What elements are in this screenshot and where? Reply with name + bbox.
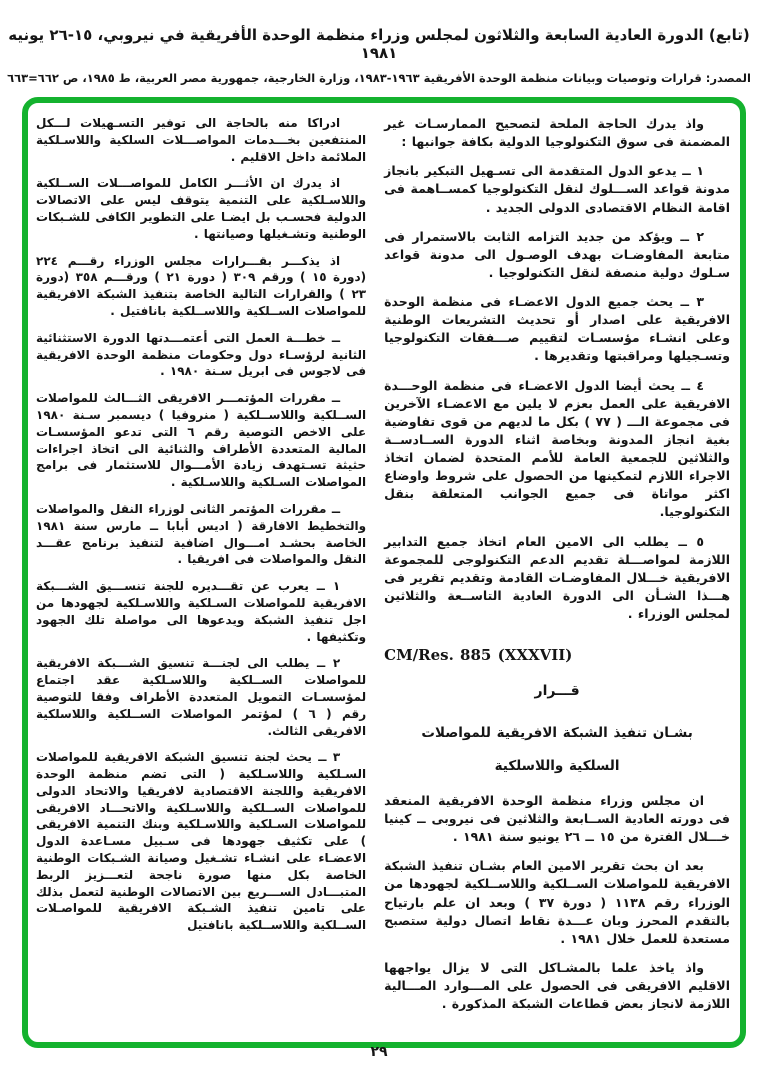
- right-text-column: [384, 115, 730, 1034]
- paragraph-item-1: ١ ــ يدعو الدول المتقدمة الى تسـهيل التبكير بانجاز مدونة قواعد الســـلوك لنقل التكنولوجيا كمســاهمة فى اقامة النظام الاقتصادى الدولى الجديد .: [384, 163, 730, 215]
- resolution-subject-line2: السلكية واللاسلكية: [494, 757, 620, 774]
- paragraph: واذ يدرك الحاجة الملحة لتصحيح الممارسـات غير المضمنة فى سوق التكنولوجيا الدولية بكافة جوانبها :: [384, 116, 730, 150]
- left-text-column: [36, 115, 366, 1034]
- paragraph-dash-1: ــ خطـــة العمل التى أعتمـــدتها الدورة الاستثنائية الثانية لرؤسـاء دول وحكومات منظمة الوحدة الافريقية فى لاجوس فى ابريل سـنة ١٩٨٠ .: [36, 330, 367, 379]
- header-session-title: (تابع) الدورة العادية السابعة والثلاثون لمجلس وزراء منظمة الوحدة الأفريقية في نيروبي، ١٥-٢٦ يونيه ١٩٨١: [8, 26, 750, 62]
- paragraph-item-3: ٣ ــ يحث لجنة تنسيق الشبكة الافريقية للمواصلات السـلكية واللاسـلكية ( التى تضم منظمة الوحدة الافريقية واللجنة الاقتصادية لافريقيا والاتحاد الدولى للمواصلات الســلكية واللاسـلكية والاتحـــاد الافريقى للمواصلات السـلكية واللاسـلكية وبنك التنمية الافريقى ) على تكثيف جهودها فى سـبيل مسـاعدة الدول الاعضـاء على انشـاء تشـغيل وصيانة الشـبكات الوطنية الخاصة بكل منها صورة ناجحة لتعـــزيز الربط المتبـــادل الســـريع بين الاتصالات الوطنية لتعمل بذلك على تامين تنفيذ الشـبكة الافريقية للمواصـلات الســلكية واللاســلكية بانافتيل: [36, 750, 367, 933]
- two-column-text-area: [28, 103, 740, 1042]
- resolution-subject-line1: بشـان تنفيذ الشبكة الافريقية للمواصلات: [421, 725, 693, 742]
- paragraph-item-2: ٢ ــ ويؤكد من جديد التزامه الثابت بالاستمرار فى متابعة المفاوضـات بهدف الوصـول الى مدونة قواعد سـلوك دولية منصفة لنقل التكنولوجيا .: [384, 228, 730, 280]
- paragraph-item-5: ٥ ــ يطلب الى الامين العام اتخاذ جميع التدابير اللازمة لمواصـــلة تقديم الدعم التكنولوجى للمجموعة الافريقية خـــلال المفاوضـات القادمة وتقديم تقرير فى هـــذا الشـأن الى الدورة العادية التاســعة والثلاثين لمجلس الوزراء .: [384, 533, 730, 621]
- paragraph: اذ يذكـــر بقـــرارات مجلس الوزراء رقـــم ٢٢٤ (دورة ١٥ ) ورقم ٣٠٩ ( دورة ٢١ ) ورقـــم ٣٥٨ (دورة ٢٣ ) والقرارات التالية الخاصة بتنفيذ الشبكة الافريقية للمواصلات الســلكية واللاســلكية بانافتيل .: [36, 253, 367, 318]
- paragraph-dash-2: ــ مقررات المؤتمـــر الافريقى الثـــالث للمواصلات الســلكية واللاســلكية ( منروفيا ) ديسمبر سـنة ١٩٨٠ على الاخص التوصية رقم ٦ التى تدعو المؤسسـات المالية المتعددة الأطراف والثنائية الى اتخاذ اجراءات حثيثة تسـتهدف زيادة الأمـــوال للاستثمار فى برامج المواصلات السـلكية واللاسـلكية .: [36, 391, 367, 490]
- paragraph-item-4: ٤ ــ يحث أيضا الدول الاعضـاء فى منظمة الوحـــدة الافريقية على العمل بعزم لا يلين مع الاعضـاء الآخرين فى مجموعة الـــ ( ٧٧ ) بكل ما لديهم من قوى تفاوضية بغية انجاز المدونة وبخاصة اثناء الدورة الســادســة والثلاثين للجمعية العامة للأمم المتحدة لضمان اتخاذ الاجراء اللازم لتمكينها من الحصول على شروط واوضاع اكثر مواتاة فى جميع الجوانب المتعلقة بنقل التكنولوجيا.: [384, 377, 730, 520]
- paragraph-preamble-1: ان مجلس وزراء منظمة الوحدة الافريقية المنعقد فى دورته العادية الســابعة والثلاثين فى نيروبى ــ كينيا خـــلال الفترة من ١٥ ــ ٢٦ يونيو سنة ١٩٨١ .: [384, 792, 730, 845]
- green-border-frame: [22, 97, 746, 1048]
- paragraph-item-2: ٢ ــ يطلب الى لجنـــة تنسيق الشـــبكة الافريقية للمواصلات الســلكية واللاسـلكية عقد اجتماع لمؤسسـات التمويل المتعددة الأطراف وفقا للتوصية رقم ( ٦ ) لمؤتمر المواصلات الســلكية واللاسلكية الافريقى الثالث.: [36, 656, 367, 738]
- paragraph: اذ يدرك ان الأثـــر الكامل للمواصـــلات الســلكية واللاسـلكية على التنمية يتوقف ليس على الاتصالات الدولية فحسـب بل ايضـا على التطوير الكافى للشـبكات الوطنية وتشـغيلها وصيانتها .: [36, 176, 367, 241]
- header-source-citation: المصدر: قرارات وتوصيات وبيانات منظمة الوحدة الأفريقية ١٩٦٣-١٩٨٣، وزارة الخارجية، جمهورية مصر العربية، ط ١٩٨٥، ص ٦٦٢=٦٦٣: [7, 71, 751, 85]
- paragraph-preamble-2: بعد ان بحث تقرير الامين العام بشـان تنفيذ الشبكة الافريقية للمواصلات الســلكية واللاســلكية لجهودها من الوزراء رقم ١١٣٨ ( دورة ٣٧ ) وبعد ان علم بارتياح بالتقدم المحرز وبان عـــدة نقاط اتصال دولية ستصبح مستعدة للعمل خلال ١٩٨١ .: [384, 858, 730, 946]
- paragraph-dash-3: ــ مقررات المؤتمر الثانى لوزراء النقل والمواصلات والتخطيط الافارقة ( اديس أبابا ــ مارس سنة ١٩٨١ الخاصة بحشـد امـــوال اضافية لتنفيذ برنامج عقـــد النقل والمواصلات فى افريقيا .: [36, 501, 367, 567]
- paragraph-item-1: ١ ــ يعرب عن تقـــديره للجنة تنســـيق الشـــبكة الافريقية للمواصلات السـلكية واللاسـلكية لجهودها من اجل تنفيذ الشبكة ويدعوها الى مواصلة تلك الجهود وتكثيفها .: [36, 579, 367, 644]
- paragraph-item-3: ٣ ــ يحث جميع الدول الاعضـاء فى منظمة الوحدة الافريقية على اصدار أو تحديث التشريعات الوطنية وعلى انشـاء مؤسسـات لتقييم صـــفقات التكنولوجيا وتسـجيلها ومراقبتها وتقديرها .: [384, 294, 730, 364]
- paragraph: ادراكا منه بالحاجة الى توفير التسـهيلات لـــكل المنتفعين بخـــدمات المواصـــلات السلكية واللاسـلكية الملائمة داخل الاقليم .: [36, 116, 367, 164]
- paragraph-preamble-3: واذ ياخذ علما بالمشـاكل التى لا يزال يواجهها الاقليم الافريقى فى الحصول على المـــوارد المـــالية اللازمة لانجاز بعض قطاعات الشبكة المذكورة .: [384, 959, 730, 1012]
- resolution-reference: CM/Res. 885 (XXXVII): [384, 646, 573, 665]
- resolution-heading: قـــرار: [534, 682, 580, 699]
- document-header: [0, 26, 758, 85]
- page-number: ٢٩: [370, 1044, 388, 1060]
- resolution-subject: [384, 717, 730, 782]
